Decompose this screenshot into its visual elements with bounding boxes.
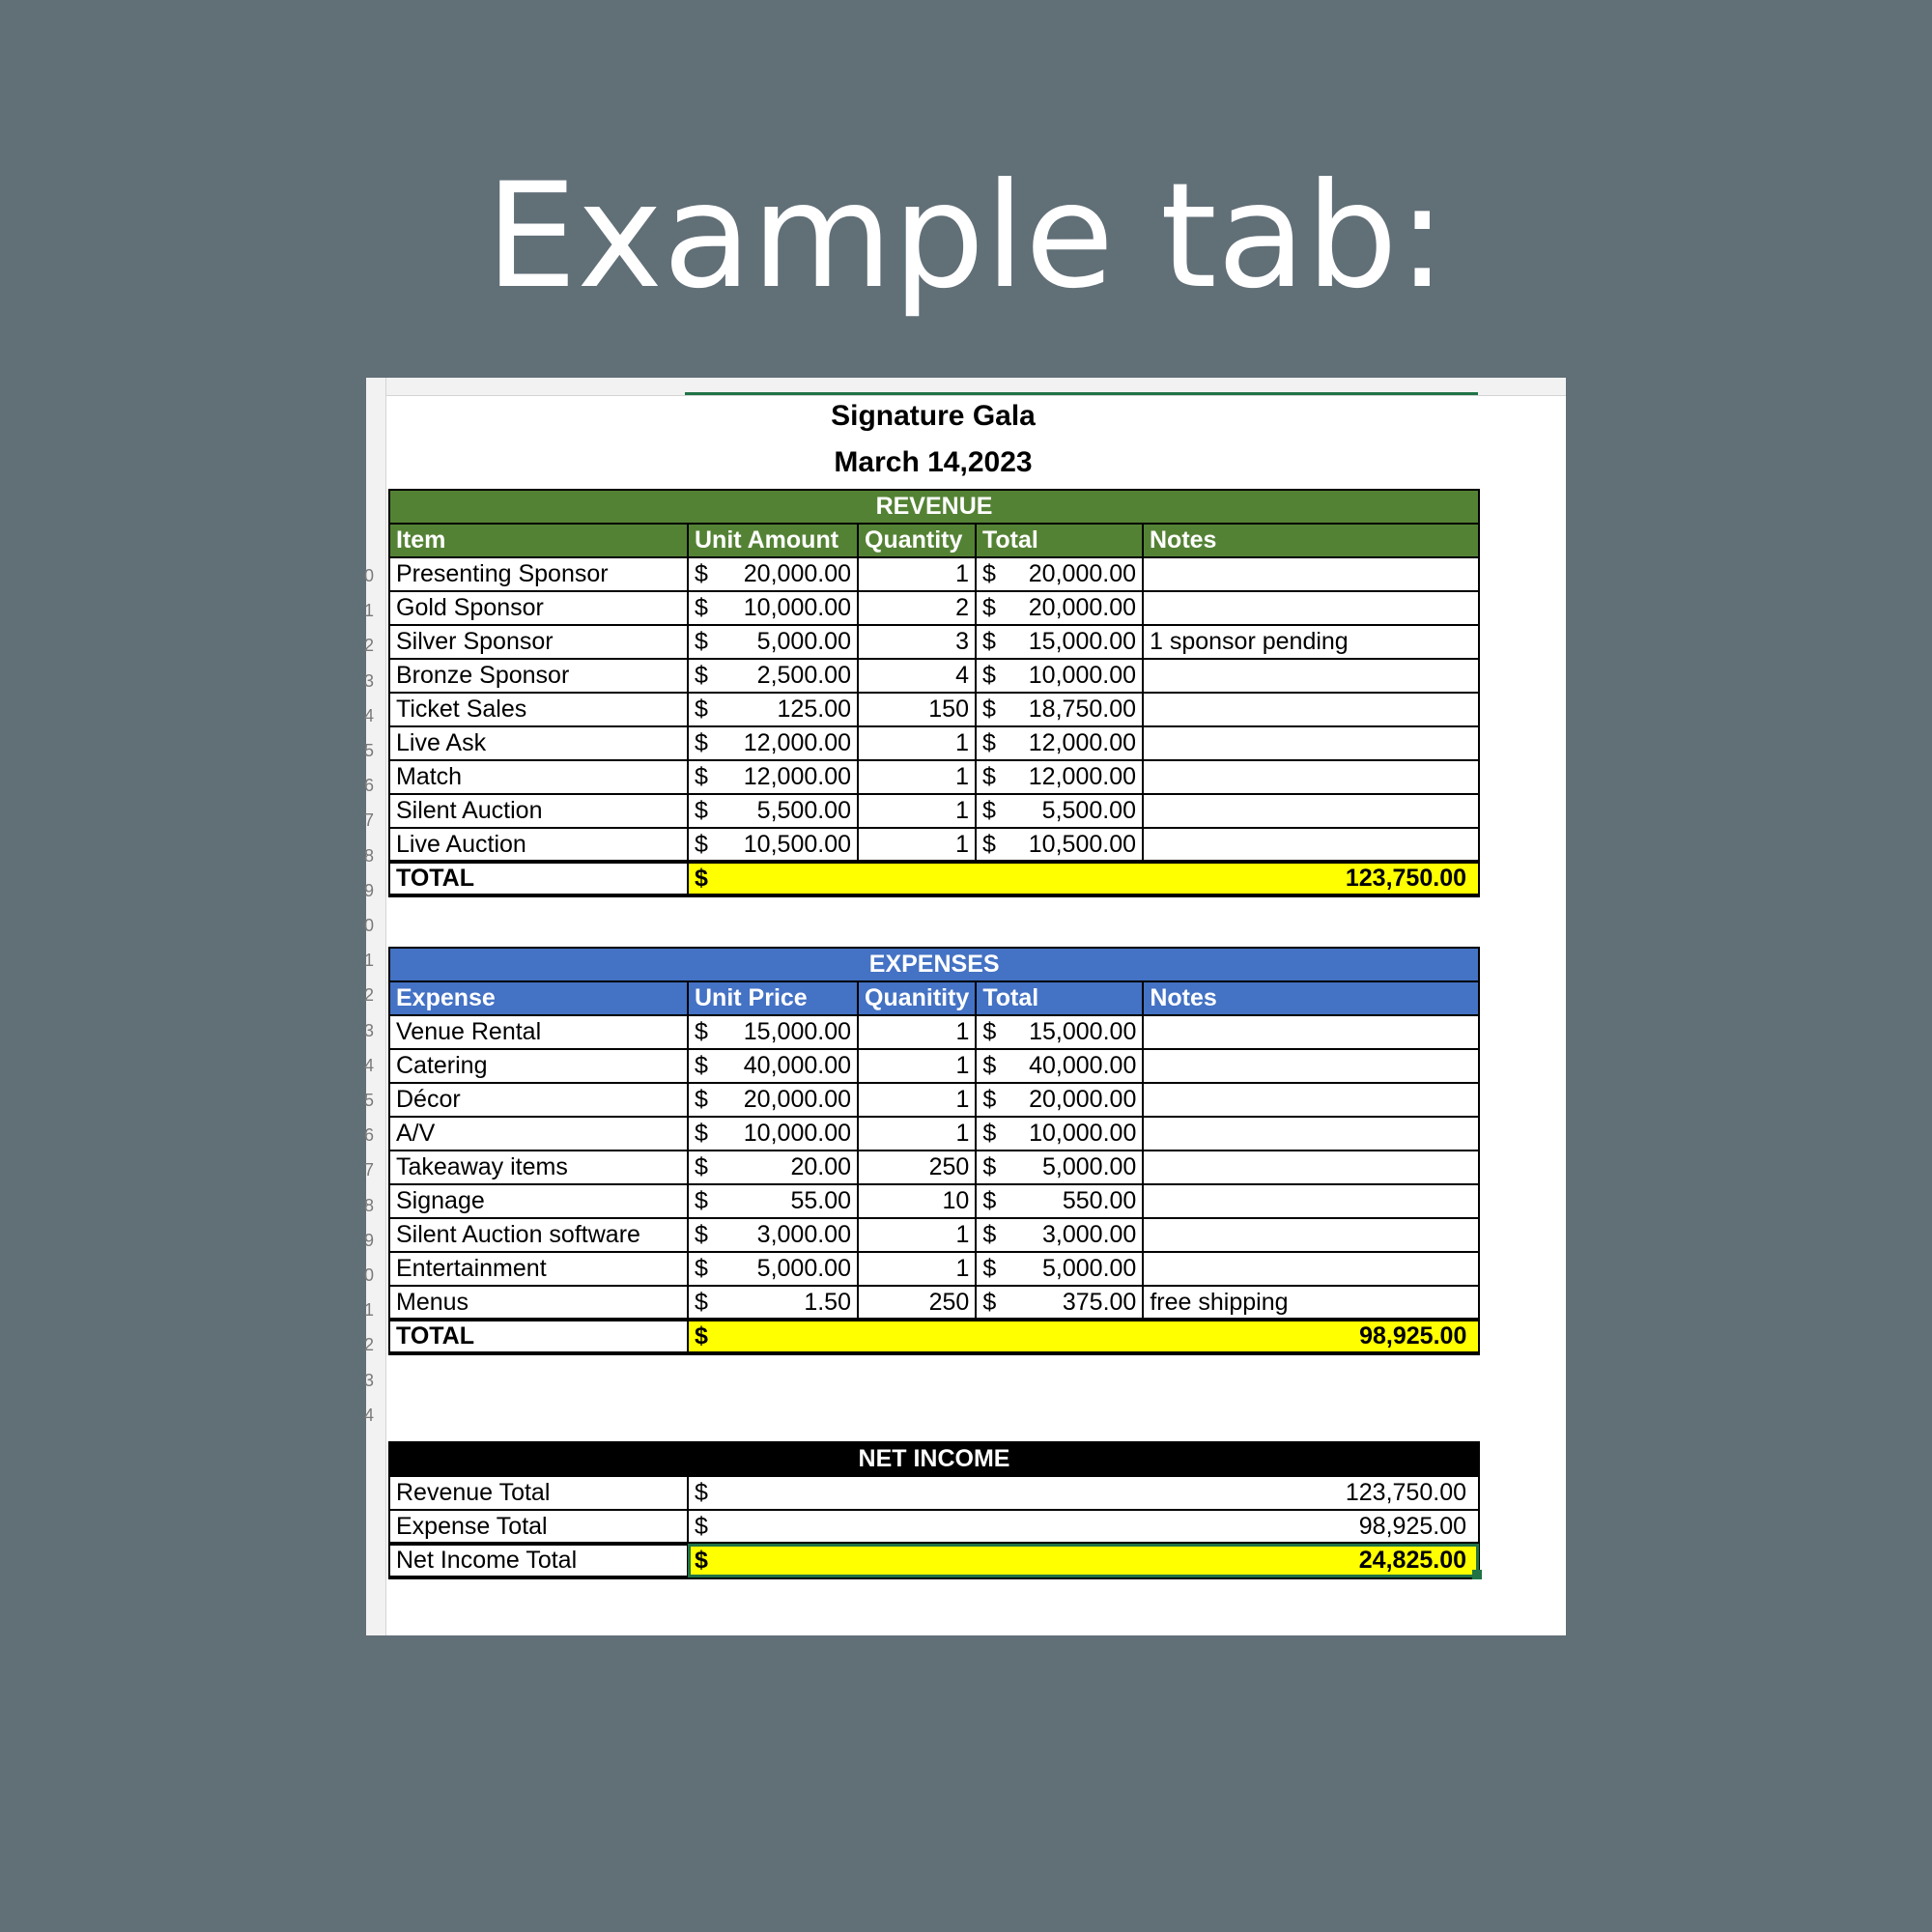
currency-symbol: $ — [695, 1288, 708, 1316]
currency-symbol: $ — [695, 662, 708, 689]
row-number[interactable]: 2 — [363, 985, 374, 1006]
currency-symbol: $ — [695, 1547, 708, 1574]
revenue-band-row — [389, 490, 1479, 524]
row-number[interactable]: 4 — [363, 705, 374, 725]
amount: 20,000.00 — [1028, 594, 1136, 621]
total-cell[interactable] — [976, 1252, 1143, 1286]
item-cell[interactable]: Gold Sponsor — [389, 591, 688, 625]
amount: 40,000.00 — [743, 1052, 851, 1079]
currency-symbol: $ — [982, 1288, 997, 1316]
notes-cell[interactable] — [1143, 1218, 1479, 1252]
item-cell[interactable]: Entertainment — [389, 1252, 688, 1286]
table-row — [389, 1184, 1479, 1218]
unit-cell[interactable] — [688, 591, 858, 625]
amount: 5,500.00 — [756, 797, 851, 824]
net-income-table — [388, 1441, 1480, 1579]
column-header[interactable]: Notes — [1143, 981, 1479, 1015]
row-header-strip[interactable] — [363, 378, 386, 1635]
currency-symbol: $ — [982, 1221, 997, 1248]
total-cell[interactable] — [976, 557, 1143, 591]
currency-symbol: $ — [695, 1120, 708, 1147]
notes-cell[interactable] — [1143, 659, 1479, 693]
item-cell[interactable]: Catering — [389, 1049, 688, 1083]
row-number[interactable]: 2 — [363, 636, 374, 656]
active-column-indicator — [685, 392, 1478, 395]
table-row — [389, 693, 1479, 726]
column-header[interactable]: Item — [389, 524, 688, 557]
event-date: March 14,2023 — [834, 446, 1033, 478]
notes-cell[interactable]: free shipping — [1143, 1286, 1479, 1320]
revenue-header-row — [389, 524, 1479, 557]
quantity-cell[interactable]: 1 — [858, 1117, 976, 1151]
column-header[interactable]: Expense — [389, 981, 688, 1015]
table-row — [389, 1476, 1479, 1510]
unit-cell[interactable] — [688, 693, 858, 726]
amount: 2,500.00 — [756, 662, 851, 689]
quantity-cell[interactable]: 1 — [858, 557, 976, 591]
currency-symbol: $ — [695, 1221, 708, 1248]
row-number[interactable]: 3 — [363, 670, 374, 691]
currency-symbol: $ — [982, 1086, 997, 1113]
item-cell[interactable]: Match — [389, 760, 688, 794]
currency-symbol: $ — [982, 1120, 997, 1147]
total-cell[interactable] — [976, 828, 1143, 862]
currency-symbol: $ — [695, 696, 708, 723]
quantity-cell[interactable]: 3 — [858, 625, 976, 659]
item-cell[interactable]: Presenting Sponsor — [389, 557, 688, 591]
amount: 55.00 — [790, 1187, 851, 1214]
currency-symbol: $ — [982, 830, 996, 858]
total-cell[interactable] — [976, 760, 1143, 794]
unit-cell[interactable] — [688, 1083, 858, 1117]
amount: 1.50 — [804, 1288, 851, 1316]
amount: 5,000.00 — [1042, 1153, 1137, 1180]
revenue-table — [388, 489, 1480, 897]
quantity-cell[interactable]: 10 — [858, 1184, 976, 1218]
total-cell[interactable] — [976, 1218, 1143, 1252]
total-cell[interactable] — [976, 794, 1143, 828]
row-number[interactable]: 3 — [363, 1020, 374, 1040]
notes-cell[interactable] — [1143, 693, 1479, 726]
amount: 5,000.00 — [756, 1255, 851, 1282]
column-header[interactable]: Total — [976, 981, 1143, 1015]
table-row — [389, 828, 1479, 862]
row-number[interactable]: 4 — [363, 1055, 374, 1075]
quantity-cell[interactable]: 1 — [858, 1218, 976, 1252]
total-cell[interactable] — [976, 693, 1143, 726]
currency-symbol: $ — [982, 1018, 997, 1045]
currency-symbol: $ — [982, 1255, 997, 1282]
column-header[interactable]: Unit Price — [688, 981, 858, 1015]
unit-cell[interactable] — [688, 794, 858, 828]
quantity-cell[interactable]: 1 — [858, 794, 976, 828]
notes-cell[interactable] — [1143, 591, 1479, 625]
currency-symbol: $ — [695, 729, 708, 756]
spreadsheet[interactable] — [363, 378, 1566, 1635]
row-number[interactable]: 1 — [363, 951, 374, 971]
row-number[interactable]: 6 — [363, 776, 374, 796]
total-cell[interactable] — [976, 591, 1143, 625]
total-cell[interactable] — [976, 659, 1143, 693]
total-cell[interactable] — [976, 1117, 1143, 1151]
notes-cell[interactable] — [1143, 1117, 1479, 1151]
total-cell[interactable] — [976, 726, 1143, 760]
currency-symbol: $ — [982, 662, 996, 689]
quantity-cell[interactable]: 250 — [858, 1151, 976, 1184]
quantity-cell[interactable]: 1 — [858, 1015, 976, 1049]
currency-symbol: $ — [695, 594, 708, 621]
quantity-cell[interactable]: 1 — [858, 760, 976, 794]
amount: 40,000.00 — [1029, 1052, 1137, 1079]
amount: 15,000.00 — [743, 1018, 851, 1045]
row-number[interactable]: 7 — [363, 810, 374, 831]
expenses-band-row — [389, 948, 1479, 981]
item-cell[interactable]: Ticket Sales — [389, 693, 688, 726]
unit-cell[interactable] — [688, 760, 858, 794]
unit-cell[interactable] — [688, 557, 858, 591]
total-label[interactable]: TOTAL — [389, 862, 688, 895]
row-number[interactable]: 5 — [363, 1091, 374, 1110]
row-number[interactable]: 2 — [363, 1335, 374, 1355]
currency-symbol: $ — [695, 763, 708, 790]
table-row — [389, 1510, 1479, 1544]
unit-cell[interactable] — [688, 828, 858, 862]
row-number[interactable]: 1 — [363, 1300, 374, 1321]
item-cell[interactable]: Silent Auction software — [389, 1218, 688, 1252]
row-number[interactable]: 9 — [363, 1230, 374, 1250]
row-number[interactable]: 6 — [363, 1125, 374, 1146]
unit-cell[interactable] — [688, 1252, 858, 1286]
net-income-total-label[interactable]: Net Income Total — [389, 1544, 688, 1577]
column-header[interactable]: Total — [976, 524, 1143, 557]
table-row — [389, 726, 1479, 760]
item-cell[interactable]: A/V — [389, 1117, 688, 1151]
notes-cell[interactable] — [1143, 760, 1479, 794]
net-label-cell[interactable]: Revenue Total — [389, 1476, 688, 1510]
table-row — [389, 1049, 1479, 1083]
total-cell[interactable] — [976, 625, 1143, 659]
amount: 20,000.00 — [1029, 1086, 1137, 1113]
notes-cell[interactable] — [1143, 557, 1479, 591]
notes-cell[interactable] — [1143, 1184, 1479, 1218]
currency-symbol: $ — [982, 797, 996, 824]
item-cell[interactable]: Live Auction — [389, 828, 688, 862]
unit-cell[interactable] — [688, 1049, 858, 1083]
amount: 10,000.00 — [1029, 1120, 1137, 1147]
unit-cell[interactable] — [688, 659, 858, 693]
net-label-cell[interactable]: Expense Total — [389, 1510, 688, 1544]
slide-title: Example tab: — [485, 153, 1447, 321]
item-cell[interactable]: Décor — [389, 1083, 688, 1117]
quantity-cell[interactable]: 1 — [858, 1049, 976, 1083]
unit-cell[interactable] — [688, 1184, 858, 1218]
notes-cell[interactable] — [1143, 1252, 1479, 1286]
notes-cell[interactable] — [1143, 726, 1479, 760]
unit-cell[interactable] — [688, 625, 858, 659]
amount: 20,000.00 — [743, 1086, 851, 1113]
amount: 123,750.00 — [1345, 1479, 1466, 1506]
row-number[interactable]: 3 — [363, 1370, 374, 1390]
amount: 20.00 — [790, 1153, 851, 1180]
table-row — [389, 1252, 1479, 1286]
column-header[interactable]: Quantity — [858, 524, 976, 557]
item-cell[interactable]: Live Ask — [389, 726, 688, 760]
quantity-cell[interactable]: 2 — [858, 591, 976, 625]
total-cell[interactable] — [976, 1151, 1143, 1184]
unit-cell[interactable] — [688, 1117, 858, 1151]
amount: 98,925.00 — [1358, 1512, 1466, 1540]
quantity-cell[interactable]: 150 — [858, 693, 976, 726]
amount: 18,750.00 — [1028, 696, 1136, 723]
item-cell[interactable]: Takeaway items — [389, 1151, 688, 1184]
notes-cell[interactable] — [1143, 1015, 1479, 1049]
currency-symbol: $ — [695, 1322, 708, 1350]
amount: 5,000.00 — [1042, 1255, 1137, 1282]
currency-symbol: $ — [982, 763, 996, 790]
total-cell[interactable] — [976, 1286, 1143, 1320]
amount: 20,000.00 — [743, 560, 851, 587]
unit-cell[interactable] — [688, 726, 858, 760]
amount: 12,000.00 — [1028, 763, 1136, 790]
unit-cell[interactable] — [688, 1218, 858, 1252]
table-row — [389, 1286, 1479, 1320]
notes-cell[interactable] — [1143, 1083, 1479, 1117]
amount: 3,000.00 — [756, 1221, 851, 1248]
total-cell[interactable] — [976, 1015, 1143, 1049]
row-number[interactable]: 0 — [363, 566, 374, 585]
net-value-cell[interactable] — [688, 1510, 1479, 1544]
item-cell[interactable]: Venue Rental — [389, 1015, 688, 1049]
currency-symbol: $ — [982, 628, 996, 655]
currency-symbol: $ — [982, 729, 996, 756]
currency-symbol: $ — [695, 1018, 708, 1045]
currency-symbol: $ — [982, 1153, 997, 1180]
amount: 125.00 — [777, 696, 851, 723]
amount: 12,000.00 — [1028, 729, 1136, 756]
notes-cell[interactable] — [1143, 1151, 1479, 1184]
amount: 10,000.00 — [743, 1120, 851, 1147]
currency-symbol: $ — [695, 1153, 708, 1180]
row-number[interactable]: 1 — [363, 601, 374, 621]
expenses-header-row — [389, 981, 1479, 1015]
revenue-band[interactable]: REVENUE — [389, 490, 1479, 524]
column-header[interactable]: Notes — [1143, 524, 1479, 557]
table-row — [389, 659, 1479, 693]
amount: 5,500.00 — [1041, 797, 1136, 824]
currency-symbol: $ — [982, 594, 996, 621]
quantity-cell[interactable]: 1 — [858, 1252, 976, 1286]
currency-symbol: $ — [982, 1187, 997, 1214]
currency-symbol: $ — [982, 696, 996, 723]
currency-symbol: $ — [695, 1086, 708, 1113]
amount: 24,825.00 — [1358, 1547, 1466, 1574]
row-number[interactable]: 0 — [363, 1265, 374, 1285]
notes-cell[interactable] — [1143, 1049, 1479, 1083]
table-row — [389, 760, 1479, 794]
row-number[interactable]: 9 — [363, 880, 374, 900]
expenses-band[interactable]: EXPENSES — [389, 948, 1479, 981]
table-row — [389, 1117, 1479, 1151]
currency-symbol: $ — [695, 560, 708, 587]
amount: 550.00 — [1062, 1187, 1137, 1214]
item-cell[interactable]: Silent Auction — [389, 794, 688, 828]
revenue-total-value[interactable] — [688, 862, 1479, 895]
notes-cell[interactable] — [1143, 794, 1479, 828]
total-cell[interactable] — [976, 1083, 1143, 1117]
total-cell[interactable] — [976, 1049, 1143, 1083]
amount: 3,000.00 — [1042, 1221, 1137, 1248]
net-income-total-value[interactable] — [688, 1544, 1479, 1577]
column-header[interactable]: Quanitity — [858, 981, 976, 1015]
quantity-cell[interactable]: 1 — [858, 828, 976, 862]
item-cell[interactable]: Menus — [389, 1286, 688, 1320]
event-title: Signature Gala — [831, 400, 1036, 432]
quantity-cell[interactable]: 1 — [858, 1083, 976, 1117]
quantity-cell[interactable]: 250 — [858, 1286, 976, 1320]
net-income-band[interactable]: NET INCOME — [389, 1442, 1479, 1476]
notes-cell[interactable] — [1143, 828, 1479, 862]
expenses-total-value[interactable] — [688, 1320, 1479, 1353]
row-number[interactable]: 5 — [363, 741, 374, 760]
amount: 15,000.00 — [1029, 1018, 1137, 1045]
expenses-table — [388, 947, 1480, 1355]
currency-symbol: $ — [695, 628, 708, 655]
row-number[interactable]: 7 — [363, 1160, 374, 1180]
amount: 20,000.00 — [1028, 560, 1136, 587]
table-row — [389, 1015, 1479, 1049]
amount: 10,500.00 — [743, 830, 851, 858]
amount: 15,000.00 — [1028, 628, 1136, 655]
table-row — [389, 557, 1479, 591]
amount: 12,000.00 — [743, 763, 851, 790]
amount: 375.00 — [1062, 1288, 1137, 1316]
amount: 10,500.00 — [1028, 830, 1136, 858]
row-number[interactable]: 8 — [363, 1195, 374, 1215]
column-header-strip[interactable] — [366, 378, 1566, 396]
currency-symbol: $ — [695, 830, 708, 858]
row-number[interactable]: 4 — [363, 1405, 374, 1425]
expenses-total-row — [389, 1320, 1479, 1353]
unit-cell[interactable] — [688, 1015, 858, 1049]
row-number[interactable]: 8 — [363, 845, 374, 866]
fill-handle[interactable] — [1472, 1570, 1482, 1579]
unit-cell[interactable] — [688, 1151, 858, 1184]
currency-symbol: $ — [982, 1052, 997, 1079]
amount: 10,000.00 — [743, 594, 851, 621]
table-row — [389, 1083, 1479, 1117]
currency-symbol: $ — [695, 865, 708, 892]
table-row — [389, 1218, 1479, 1252]
currency-symbol: $ — [695, 1052, 708, 1079]
currency-symbol: $ — [982, 560, 996, 587]
currency-symbol: $ — [695, 1187, 708, 1214]
table-row — [389, 794, 1479, 828]
item-cell[interactable]: Bronze Sponsor — [389, 659, 688, 693]
revenue-total-row — [389, 862, 1479, 895]
currency-symbol: $ — [695, 1479, 708, 1506]
column-header[interactable]: Unit Amount — [688, 524, 858, 557]
net-income-band-row — [389, 1442, 1479, 1476]
currency-symbol: $ — [695, 797, 708, 824]
notes-cell[interactable]: 1 sponsor pending — [1143, 625, 1479, 659]
total-cell[interactable] — [976, 1184, 1143, 1218]
amount: 98,925.00 — [1359, 1322, 1467, 1350]
amount: 10,000.00 — [1028, 662, 1136, 689]
currency-symbol: $ — [695, 1255, 708, 1282]
currency-symbol: $ — [695, 1512, 708, 1540]
table-row — [389, 625, 1479, 659]
item-cell[interactable]: Signage — [389, 1184, 688, 1218]
amount: 123,750.00 — [1345, 865, 1466, 892]
quantity-cell[interactable]: 1 — [858, 726, 976, 760]
net-value-cell[interactable] — [688, 1476, 1479, 1510]
net-income-total-row — [389, 1544, 1479, 1577]
quantity-cell[interactable]: 4 — [858, 659, 976, 693]
table-row — [389, 1151, 1479, 1184]
amount: 5,000.00 — [756, 628, 851, 655]
unit-cell[interactable] — [688, 1286, 858, 1320]
amount: 12,000.00 — [743, 729, 851, 756]
item-cell[interactable]: Silver Sponsor — [389, 625, 688, 659]
table-row — [389, 591, 1479, 625]
row-number[interactable]: 0 — [363, 916, 374, 935]
total-label[interactable]: TOTAL — [389, 1320, 688, 1353]
